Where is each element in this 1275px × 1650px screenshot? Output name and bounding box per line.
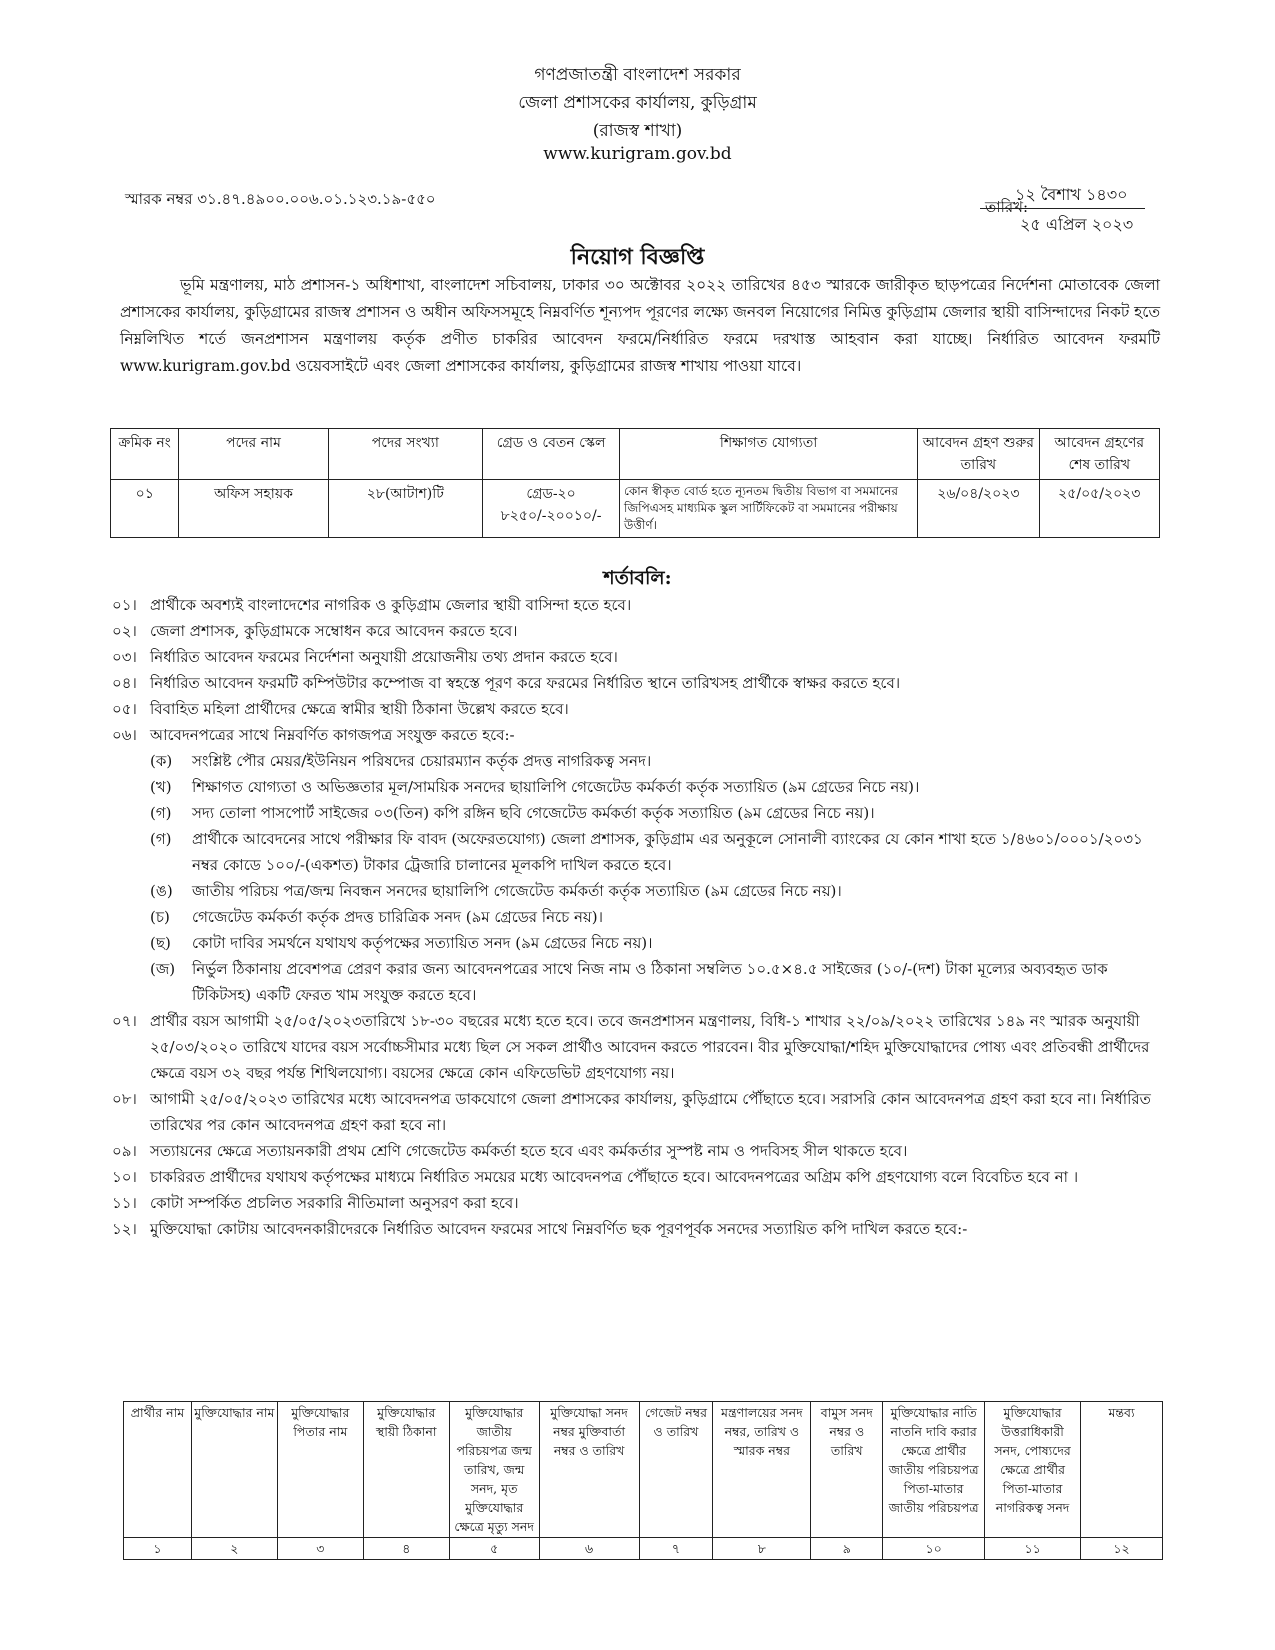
document-letter: (ছ) — [150, 934, 171, 952]
col-post: পদের নাম — [179, 429, 328, 480]
cell-start: ২৬/০৪/২০২৩ — [918, 480, 1039, 538]
condition-number: ১০। — [112, 1168, 137, 1186]
document-text: প্রার্থীকে আবেদনের সাথে পরীক্ষার ফি বাবদ (অফেরতযোগ্য) জেলা প্রশাসক, কুড়িগ্রাম এর অনুকূলে সোনালী ব্যাংকের যে কোন শাখা হতে ১/৪৬০১/০০০১/২০৩১ নম্বর কোডে ১০০/-(একশত) টাকার ট্রেজারি চালানের মূলকপি দাখিল করতে হবে। — [192, 830, 1143, 874]
vacancy-header-row — [111, 429, 1160, 480]
condition-item — [112, 1086, 1167, 1138]
col-qualification: শিক্ষাগত যোগ্যতা — [620, 429, 918, 480]
condition-number: ০৪। — [112, 674, 137, 692]
ff-num: ২ — [191, 1538, 277, 1560]
ff-num: ৪ — [363, 1538, 449, 1560]
grade-text: গ্রেড-২০ — [526, 486, 576, 502]
condition-number: ০৮। — [112, 1090, 137, 1108]
ff-number-row — [124, 1538, 1163, 1560]
ff-num: ৯ — [811, 1538, 883, 1560]
col-start: আবেদন গ্রহণ শুরুর তারিখ — [918, 429, 1039, 480]
ff-num: ১ — [124, 1538, 192, 1560]
ff-col-8: মন্ত্রণালয়ের সনদ নম্বর, তারিখ ও স্মারক নম্বর — [713, 1402, 811, 1538]
document-text: জাতীয় পরিচয় পত্র/জন্ম নিবন্ধন সনদের ছায়ালিপি গেজেটেড কর্মকর্তা কর্তৃক সত্যায়িত (৯ম গ্রেডের নিচে নয়)। — [192, 882, 842, 900]
ff-num: ১২ — [1081, 1538, 1163, 1560]
freedom-fighter-table — [123, 1401, 1163, 1560]
condition-item — [112, 1164, 1167, 1190]
document-letter: (ঙ) — [150, 882, 173, 900]
col-serial: ক্রমিক নং — [111, 429, 179, 480]
condition-number: ০৭। — [112, 1012, 137, 1030]
date-label: তারিখ: — [985, 198, 1029, 216]
document-text: শিক্ষাগত যোগ্যতা ও অভিজ্ঞতার মূল/সাময়িক সনদের ছায়ালিপি গেজেটেড কর্মকর্তা কর্তৃক সত্যায়িত (৯ম গ্রেডের নিচে নয়)। — [192, 778, 920, 796]
document-text: সংশ্লিষ্ট পৌর মেয়র/ইউনিয়ন পরিষদের চেয়ারম্যান কর্তৃক প্রদত্ত নাগরিকত্ব সনদ। — [192, 752, 652, 770]
condition-text: মুক্তিযোদ্ধা কোটায় আবেদনকারীদেরকে নির্ধারিত আবেদন ফরমের সাথে নিম্নবর্ণিত ছক পূরণপূর্বক সনদের সত্যায়িত কপি দাখিল করতে হবে:- — [150, 1220, 968, 1238]
col-end: আবেদন গ্রহণের শেষ তারিখ — [1039, 429, 1159, 480]
notice-title: নিয়োগ বিজ্ঞপ্তি — [570, 244, 705, 270]
table-row — [111, 480, 1160, 538]
condition-number: ০৯। — [112, 1142, 137, 1160]
condition-item — [112, 618, 1167, 644]
condition-item — [112, 1216, 1167, 1242]
ff-col-4: মুক্তিযোদ্ধার স্থায়ী ঠিকানা — [363, 1402, 449, 1538]
document-item — [150, 800, 1167, 826]
document-item — [150, 878, 1167, 904]
condition-number: ১১। — [112, 1194, 137, 1212]
condition-item — [112, 592, 1167, 618]
date-bangla: ১২ বৈশাখ ১৪৩০ — [1015, 185, 1128, 204]
cell-qualification: কোন স্বীকৃত বোর্ড হতে ন্যূনতম দ্বিতীয় বিভাগ বা সমমানের জিপিএসহ মাধ্যমিক স্কুল সার্টিফিকেট বা সমমানের পরীক্ষায় উত্তীর্ণ। — [620, 480, 918, 538]
condition-item — [112, 1008, 1167, 1086]
condition-item — [112, 1190, 1167, 1216]
condition-text: আগামী ২৫/০৫/২০২৩ তারিখের মধ্যে আবেদনপত্র ডাকযোগে জেলা প্রশাসকের কার্যালয়, কুড়িগ্রামে পৌঁছাতে হবে। সরাসরি কোন আবেদনপত্র গ্রহণ করা হবে না। নির্ধারিত তারিখের পর কোন আবেদনপত্র গ্রহণ করা হবে না। — [150, 1090, 1151, 1134]
document-letter: (খ) — [150, 778, 172, 796]
document-text: সদ্য তোলা পাসপোর্ট সাইজের ০৩(তিন) কপি রঙ্গিন ছবি গেজেটেড কর্মকর্তা কর্তৃক সত্যায়িত (৯ম গ্রেডের নিচে নয়)। — [192, 804, 875, 822]
ff-col-7: গেজেট নম্বর ও তারিখ — [639, 1402, 713, 1538]
scale-text: ৮২৫০/-২০০১০/- — [500, 508, 602, 524]
document-letter: (জ) — [150, 960, 176, 978]
document-item — [150, 930, 1167, 956]
cell-post: অফিস সহায়ক — [179, 480, 328, 538]
cell-count: ২৮(আটাশ)টি — [328, 480, 483, 538]
condition-text: চাকরিরত প্রার্থীদের যথাযথ কর্তৃপক্ষের মাধ্যমে নির্ধারিত সময়ের মধ্যে আবেদনপত্র পৌঁছাতে হবে। আবেদনপত্রের অগ্রিম কপি গ্রহণযোগ্য বলে বিবেচিত হবে না । — [150, 1168, 1079, 1186]
document-letter: (চ) — [150, 908, 170, 926]
ff-header-row — [124, 1402, 1163, 1538]
condition-item — [112, 644, 1167, 670]
cell-grade — [483, 480, 620, 538]
condition-text: সত্যায়নের ক্ষেত্রে সত্যায়নকারী প্রথম শ্রেণি গেজেটেড কর্মকর্তা হতে হবে এবং কর্মকর্তার সুস্পষ্ট নাম ও পদবিসহ সীল থাকতে হবে। — [150, 1142, 908, 1160]
condition-item — [112, 722, 1167, 748]
header-branch: (রাজস্ব শাখা) — [592, 121, 683, 141]
condition-number: ০৩। — [112, 648, 137, 666]
ff-num: ১০ — [883, 1538, 985, 1560]
condition-number: ০৬। — [112, 726, 137, 744]
memo-number: স্মারক নম্বর ৩১.৪৭.৪৯০০.০০৬.০১.১২৩.১৯-৫৫০ — [125, 190, 436, 208]
ff-num: ৬ — [539, 1538, 639, 1560]
ff-col-11: মুক্তিযোদ্ধার উত্তরাধিকারী সনদ, পোষ্যদের ক্ষেত্রে প্রার্থীর পিতা-মাতার নাগরিকত্ব সনদ — [985, 1402, 1081, 1538]
ff-col-6: মুক্তিযোদ্ধা সনদ নম্বর মুক্তিবার্তা নম্বর ও তারিখ — [539, 1402, 639, 1538]
ff-col-12: মন্তব্য — [1081, 1402, 1163, 1538]
ff-num: ৭ — [639, 1538, 713, 1560]
document-text: নির্ভুল ঠিকানায় প্রবেশপত্র প্রেরণ করার জন্য আবেদনপত্রের সাথে নিজ নাম ও ঠিকানা সম্বলিত ১০.৫×৪.৫ সাইজের (১০/-(দশ) টাকা মূল্যের অব্যবহৃত ডাক টিকিটসহ) একটি ফেরত খাম সংযুক্ত করতে হবে। — [192, 960, 1108, 1004]
document-item — [150, 904, 1167, 930]
condition-number: ০১। — [112, 596, 137, 614]
ff-col-5: মুক্তিযোদ্ধার জাতীয় পরিচয়পত্র জন্ম তারিখ, জন্ম সনদ, মৃত মুক্তিযোদ্ধার ক্ষেত্রে মৃত্যু সনদ — [449, 1402, 539, 1538]
ff-col-2: মুক্তিযোদ্ধার নাম — [191, 1402, 277, 1538]
ff-col-9: বামুস সনদ নম্বর ও তারিখ — [811, 1402, 883, 1538]
condition-number: ০২। — [112, 622, 137, 640]
header-government: গণপ্রজাতন্ত্রী বাংলাদেশ সরকার — [534, 65, 741, 85]
col-grade: গ্রেড ও বেতন স্কেল — [483, 429, 620, 480]
intro-paragraph — [120, 272, 1160, 380]
date-english: ২৫ এপ্রিল ২০২৩ — [1020, 215, 1134, 234]
condition-text: প্রার্থীকে অবশ্যই বাংলাদেশের নাগরিক ও কুড়িগ্রাম জেলার স্থায়ী বাসিন্দা হতে হবে। — [150, 596, 632, 614]
header-website: www.kurigram.gov.bd — [543, 144, 732, 164]
conditions-list — [112, 592, 1167, 1242]
ff-num: ১১ — [985, 1538, 1081, 1560]
date-divider — [980, 208, 1145, 209]
cell-end: ২৫/০৫/২০২৩ — [1039, 480, 1159, 538]
document-text: কোটা দাবির সমর্থনে যথাযথ কর্তৃপক্ষের সত্যায়িত সনদ (৯ম গ্রেডের নিচে নয়)। — [192, 934, 653, 952]
document-item — [150, 748, 1167, 774]
condition-text: প্রার্থীর বয়স আগামী ২৫/০৫/২০২৩তারিখে ১৮-৩০ বছরের মধ্যে হতে হবে। তবে জনপ্রশাসন মন্ত্রণালয়, বিধি-১ শাখার ২২/০৯/২০২২ তারিখের ১৪৯ নং স্মারক অনুযায়ী ২৫/০৩/২০২০ তারিখে যাদের বয়স সর্বোচ্চসীমার মধ্যে ছিল সে সকল প্রার্থীও আবেদন করতে পারবেন। বীর মুক্তিযোদ্ধা/শহিদ মুক্তিযোদ্ধাদের পোষ্য এবং প্রতিবন্ধী প্রার্থীদের ক্ষেত্রে বয়স ৩২ বছর পর্যন্ত শিথিলযোগ্য। বয়সের ক্ষেত্রে কোন এফিডেভিট গ্রহণযোগ্য নয়। — [150, 1012, 1150, 1082]
ff-num: ৫ — [449, 1538, 539, 1560]
ff-col-10: মুক্তিযোদ্ধার নাতি নাতনি দাবি করার ক্ষেত্রে প্রার্থীর জাতীয় পরিচয়পত্র পিতা-মাতার জাতীয় পরিচয়পত্র — [883, 1402, 985, 1538]
cell-serial: ০১ — [111, 480, 179, 538]
condition-item — [112, 1138, 1167, 1164]
vacancy-table — [110, 428, 1160, 538]
col-count: পদের সংখ্যা — [328, 429, 483, 480]
condition-text: নির্ধারিত আবেদন ফরমের নির্দেশনা অনুযায়ী প্রয়োজনীয় তথ্য প্রদান করতে হবে। — [150, 648, 618, 666]
condition-item — [112, 696, 1167, 722]
condition-text: জেলা প্রশাসক, কুড়িগ্রামকে সম্বোধন করে আবেদন করতে হবে। — [150, 622, 518, 640]
ff-num: ৮ — [713, 1538, 811, 1560]
conditions-title: শর্তাবলি: — [603, 567, 672, 589]
ff-num: ৩ — [277, 1538, 363, 1560]
document-letter: (গ) — [150, 830, 172, 848]
condition-text: আবেদনপত্রের সাথে নিম্নবর্ণিত কাগজপত্র সংযুক্ত করতে হবে:- — [150, 726, 515, 744]
document-text: গেজেটেড কর্মকর্তা কর্তৃক প্রদত্ত চারিত্রিক সনদ (৯ম গ্রেডের নিচে নয়)। — [192, 908, 603, 926]
document-item — [150, 956, 1167, 1008]
ff-col-3: মুক্তিযোদ্ধার পিতার নাম — [277, 1402, 363, 1538]
condition-text: নির্ধারিত আবেদন ফরমটি কম্পিউটার কম্পোজ বা স্বহস্তে পূরণ করে ফরমের নির্ধারিত স্থানে তারিখসহ প্রার্থীকে স্বাক্ষর করতে হবে। — [150, 674, 901, 692]
document-letter: (ক) — [150, 752, 173, 770]
ff-col-1: প্রার্থীর নাম — [124, 1402, 192, 1538]
header-office: জেলা প্রশাসকের কার্যালয়, কুড়িগ্রাম — [518, 93, 757, 113]
condition-number: ১২। — [112, 1220, 137, 1238]
condition-text: বিবাহিত মহিলা প্রার্থীদের ক্ষেত্রে স্বামীর স্থায়ী ঠিকানা উল্লেখ করতে হবে। — [150, 700, 569, 718]
condition-item — [112, 670, 1167, 696]
document-letter: (গ) — [150, 804, 172, 822]
document-item — [150, 826, 1167, 878]
document-item — [150, 774, 1167, 800]
condition-text: কোটা সম্পর্কিত প্রচলিত সরকারি নীতিমালা অনুসরণ করা হবে। — [150, 1194, 519, 1212]
condition-number: ০৫। — [112, 700, 137, 718]
intro-text: ভূমি মন্ত্রণালয়, মাঠ প্রশাসন-১ অধিশাখা, বাংলাদেশ সচিবালয়, ঢাকার ৩০ অক্টোবর ২০২২ তারিখের ৪৫৩ স্মারকে জারীকৃত ছাড়পত্রের নির্দেশনা মোতাবেক জেলা প্রশাসকের কার্যালয়, কুড়িগ্রামের রাজস্ব প্রশাসন ও অধীন অফিসসমূহে নিম্নবর্ণিত শূন্যপদ পূরণের লক্ষ্যে জনবল নিয়োগের নিমিত্ত কুড়িগ্রাম জেলার স্থায়ী বাসিন্দাদের নিকট হতে নিম্নলিখিত শর্তে জনপ্রশাসন মন্ত্রণালয় কর্তৃক প্রণীত চাকরির আবেদন ফরমে/নির্ধারিত ফরমে দরখাস্ত আহবান করা যাচ্ছে। নির্ধারিত আবেদন ফরমটি www.kurigram.gov.bd ওয়েবসাইটে এবং জেলা প্রশাসকের কার্যালয়, কুড়িগ্রামের রাজস্ব শাখায় পাওয়া যাবে। — [120, 276, 1160, 375]
